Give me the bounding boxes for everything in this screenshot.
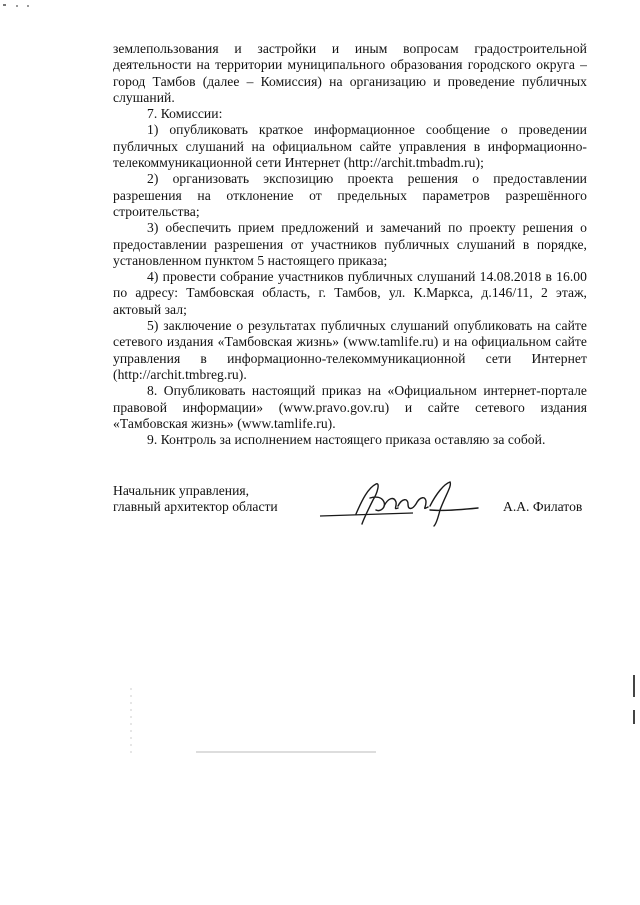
handwritten-signature bbox=[318, 480, 488, 530]
scan-artifact-left-dots bbox=[128, 688, 134, 758]
paragraph-item-8: 8. Опубликовать настоящий приказ на «Официальном интернет-портале правовой информации» (www.pravo.gov.ru) и сайте сетевого издания «Тамбовская жизнь» (www.tamlife.ru). bbox=[113, 383, 587, 431]
signatory-name: А.А. Филатов bbox=[503, 499, 583, 514]
paragraph-subitem-1: 1) опубликовать краткое информационное сообщение о проведении публичных слушаний на официальном сайте управления в информационно-телекоммуникационной сети Интернет (http://archit.tmbadm.ru); bbox=[113, 122, 587, 171]
paragraph-item-7: 7. Комиссии: bbox=[147, 106, 223, 122]
signatory-title bbox=[113, 483, 278, 516]
signatory-title-line-1: Начальник управления, bbox=[113, 483, 249, 498]
paragraph-subitem-2: 2) организовать экспозицию проекта решения о предоставлении разрешения на отклонение от предельных параметров разрешённого строительства; bbox=[113, 171, 587, 219]
signatory-title-line-2: главный архитектор области bbox=[113, 499, 278, 515]
scan-artifact-right-edge bbox=[630, 675, 640, 725]
paragraph-item-9: 9. Контроль за исполнением настоящего приказа оставляю за собой. bbox=[147, 432, 546, 448]
paragraph-subitem-4: 4) провести собрание участников публичных слушаний 14.08.2018 в 16.00 по адресу: Тамбовская область, г. Тамбов, ул. К.Маркса, д.146/11, 2 этаж, актовый зал; bbox=[113, 269, 587, 317]
paragraph-continuation: землепользования и застройки и иным вопросам градостроительной деятельности на территории муниципального образования городского округа – город Тамбов (далее – Комиссия) на организацию и проведение публичных слушаний. bbox=[113, 41, 587, 105]
scan-artifact-top-left bbox=[0, 0, 40, 12]
paragraph-subitem-5: 5) заключение о результатах публичных слушаний опубликовать на сайте сетевого издания «Тамбовская жизнь» (www.tamlife.ru) и на официальном сайте управления в информационно-телекоммуникационной сети Интернет (http://archit.tmbreg.ru). bbox=[113, 318, 587, 382]
document-body bbox=[113, 41, 587, 448]
paragraph-subitem-3: 3) обеспечить прием предложений и замечаний по проекту решения о предоставлении разрешения от участников публичных слушаний в порядке, установленном пунктом 5 настоящего приказа; bbox=[113, 220, 587, 268]
scan-artifact-bottom-line bbox=[196, 749, 376, 755]
